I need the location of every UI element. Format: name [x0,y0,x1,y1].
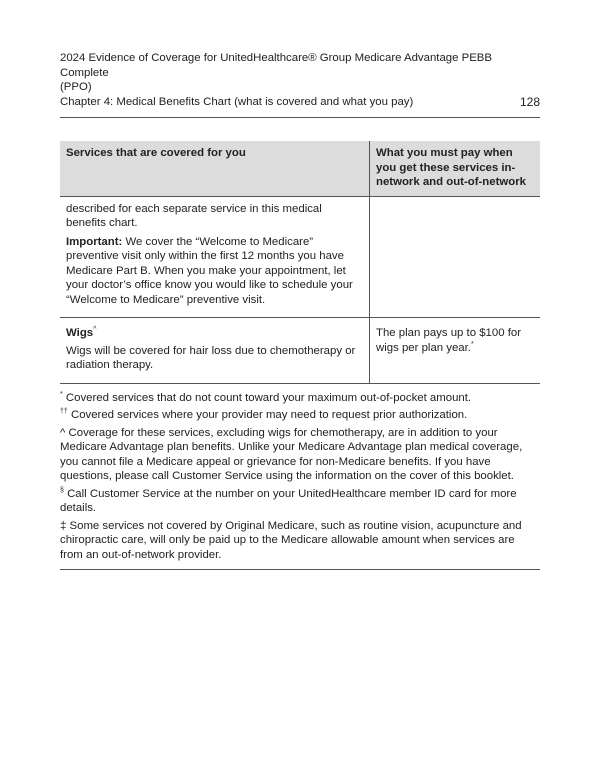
footnote-text: Call Customer Service at the number on your UnitedHealthcare member ID card for more details. [60,487,517,514]
column-header-cost: What you must pay when you get these services in-network and out-of-network [370,141,541,196]
document-title: 2024 Evidence of Coverage for UnitedHealthcare® Group Medicare Advantage PEBB Complete [60,52,492,79]
footnote [60,426,540,484]
footnote-mark: * [60,390,63,398]
footnote-mark: †† [60,408,68,416]
cost-cell [370,196,541,318]
table-row [60,196,540,318]
footnote-text: Some services not covered by Original Medicare, such as routine vision, acupuncture and chiropractic care, will only be paid up to the Medicare allowable amount when services are from an out-of-network provider. [60,519,522,561]
footnote-mark: ‡ [60,519,67,532]
chapter-title: Chapter 4: Medical Benefits Chart (what is covered and what you pay) [60,95,414,108]
running-header [60,51,540,109]
footnote [60,519,540,563]
service-title-mark: ^ [93,326,97,334]
footnote-mark: ^ [60,426,66,439]
cost-cell [370,318,541,384]
column-header-services: Services that are covered for you [60,141,370,196]
important-label: Important: [66,235,123,248]
cost-text: The plan pays up to $100 for wigs per plan year. [376,327,522,354]
footnote-text: Covered services that do not count toward your maximum out-of-pocket amount. [62,391,472,404]
chapter-row [60,95,540,110]
footnote [60,408,540,423]
table-row [60,318,540,384]
document-title-cont: (PPO) [60,81,92,93]
important-text: We cover the “Welcome to Medicare” preventive visit only within the first 12 months you have Medicare Part B. When you make your appointment, let your doctor’s office know you would like to schedule your “Welcome to Medicare” preventive visit. [66,235,353,306]
important-note [66,235,363,308]
footnote-mark: § [60,486,64,494]
footnote [60,487,540,516]
table-header-row [60,141,540,196]
service-description: Wigs will be covered for hair loss due to chemotherapy or radiation therapy. [66,344,356,371]
header-rule [60,117,540,118]
page-number: 128 [519,94,540,109]
footnotes [60,391,540,570]
cost-mark: * [470,340,474,348]
service-title: Wigs [66,327,94,339]
continued-text: described for each separate service in this medical benefits chart. [66,202,322,229]
footnote [60,391,540,406]
benefits-table [60,141,540,384]
footnote-text: Coverage for these services, excluding wigs for chemotherapy, are in addition to your Medicare Advantage plan benefits. Unlike your Medicare Advantage plan medical coverage, you cannot file a Medicare appeal or grievance for non-Medicare benefits. If you have questions, please call Customer Service using the information on the cover of this booklet. [60,426,523,482]
footnote-text: Covered services where your provider may need to request prior authorization. [67,409,468,421]
footnotes-rule [60,569,540,570]
